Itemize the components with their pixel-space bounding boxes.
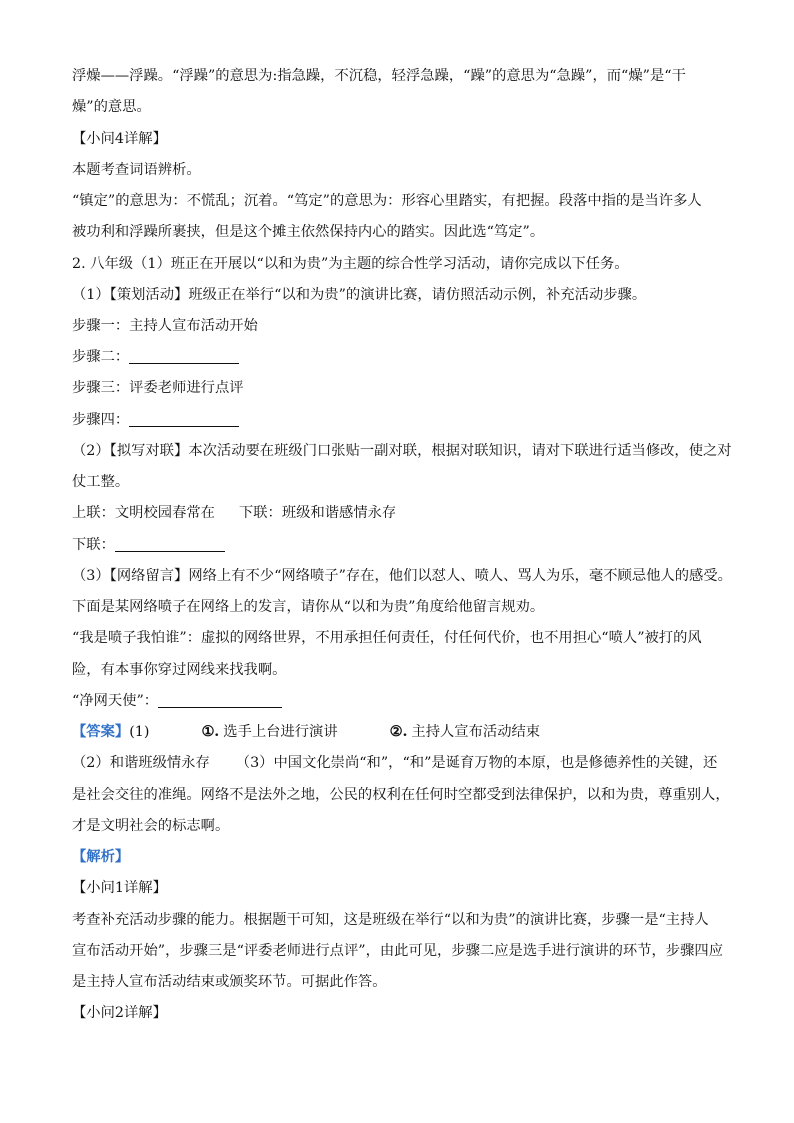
text-line: （3）【网络留言】网络上有不少“网络喷子”存在，他们以怼人、喷人、骂人为乐，毫不顾忌他人的感受。 <box>72 568 732 584</box>
text-line: “我是喷子我怕谁”：虚拟的网络世界，不用承担任何责任，付任何代价，也不用担心“喷人”被打的风 <box>72 630 702 646</box>
step-line: 步骤一：主持人宣布活动开始 <box>72 318 258 334</box>
text-line: 仗工整。 <box>72 474 130 490</box>
step-line: 步骤三：评委老师进行点评 <box>72 380 244 396</box>
text-line: 是主持人宣布活动结束或颁奖环节。可据此作答。 <box>72 974 387 990</box>
question-title: 2. 八年级（1）班正在开展以“以和为贵”为主题的综合性学习活动，请你完成以下任务。 <box>72 256 629 272</box>
answer-blank <box>129 411 239 427</box>
text-line: 本题考查词语辨析。 <box>72 162 201 178</box>
text-line: 燥”的意思。 <box>72 99 151 115</box>
text-line: 下面是某网络喷子在网络上的发言，请你从“以和为贵”角度给他留言规劝。 <box>72 599 545 615</box>
section-heading: 【小问2详解】 <box>72 1005 167 1021</box>
text-line: （2）【拟写对联】本次活动要在班级门口张贴一副对联，根据对联知识，请对下联进行适当修改，使之对 <box>72 443 732 459</box>
answer-line: 【答案】(1) ①. 选手上台进行演讲 ②. 主持人宣布活动结束 <box>72 724 541 740</box>
text-line: 宣布活动开始”，步骤三是“评委老师进行点评”，由此可见，步骤二应是选手进行演讲的环节，步骤四应 <box>72 943 723 959</box>
answer-line: （2）和谐班级情永存 （3）中国文化崇尚“和”，“和”是诞育万物的本原，也是修德养性的关键，还 <box>72 755 718 771</box>
message-answer-line: “净网天使”： <box>72 691 282 712</box>
text-line: 险，有本事你穿过网线来找我啊。 <box>72 662 287 678</box>
section-heading: 【小问1详解】 <box>72 880 167 896</box>
answer-blank <box>158 692 282 708</box>
answer-blank <box>115 536 225 552</box>
text-line: 被功利和浮躁所裹挟，但是这个摊主依然保持内心的踏实。因此选“笃定”。 <box>72 224 545 240</box>
text-line: “镇定”的意思为：不慌乱；沉着。“笃定”的意思为：形容心里踏实，有把握。段落中指的是当许多人 <box>72 193 702 209</box>
couplet-line: 上联：文明校园春常在 下联：班级和谐感情永存 <box>72 505 397 521</box>
answer-line: 才是文明社会的标志啊。 <box>72 818 230 834</box>
section-heading: 【小问4详解】 <box>72 131 167 147</box>
text-line: 考查补充活动步骤的能力。根据题干可知，这是班级在举行“以和为贵”的演讲比赛，步骤一是“主持人 <box>72 912 709 928</box>
text-line: （1）【策划活动】班级正在举行“以和为贵”的演讲比赛，请仿照活动示例，补充活动步骤。 <box>72 287 647 303</box>
step-line: 步骤四： <box>72 410 239 431</box>
answer-label: 【答案】 <box>72 724 130 740</box>
text-line: 浮燥——浮躁。“浮躁”的意思为:指急躁，不沉稳，轻浮急躁，“躁”的意思为“急躁”，而“燥”是“干 <box>72 68 686 84</box>
couplet-answer-line: 下联： <box>72 535 225 556</box>
step-line: 步骤二： <box>72 347 239 368</box>
answer-blank <box>129 348 239 364</box>
analysis-label: 【解析】 <box>72 849 130 865</box>
answer-line: 是社会交往的准绳。网络不是法外之地，公民的权利在任何时空都受到法律保护，以和为贵，尊重别人， <box>72 787 730 803</box>
